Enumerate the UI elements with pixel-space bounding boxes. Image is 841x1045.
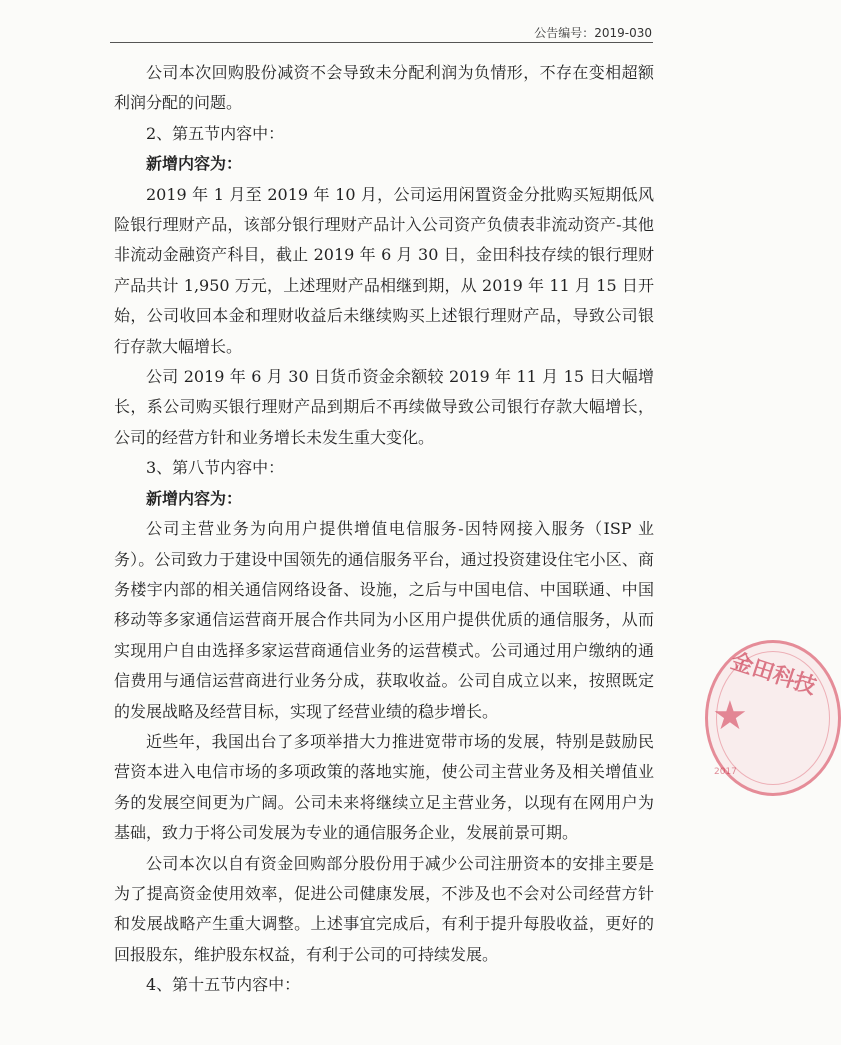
header-rule: [110, 42, 653, 43]
section-heading-3: 3、第八节内容中：: [146, 458, 285, 478]
new-content-label-2: 新增内容为：: [146, 488, 243, 508]
document-number: 公告编号：2019-030: [534, 26, 652, 40]
paragraph-1: 公司本次回购股份减资不会导致未分配利润为负情形，不存在变相超额利润分配的问题。: [114, 63, 654, 113]
paragraph-5: 近些年，我国出台了多项举措大力推进宽带市场的发展，特别是鼓励民营资本进入电信市场的多项政策的落地实施，使公司主营业务及相关增值业务的发展空间更为广阔。公司未来将继续立足主营业务，以现有在网用户为基础，致力于将公司发展为专业的通信服务企业，发展前景可期。: [114, 731, 654, 843]
seal-date: 2017: [714, 767, 737, 777]
paragraph-4: 公司主营业务为向用户提供增值电信服务-因特网接入服务（ISP 业务）。公司致力于建设中国领先的通信服务平台，通过投资建设住宅小区、商务楼宇内部的相关通信网络设备、设施，之后与中国电信、中国联通、中国移动等多家通信运营商开展合作共同为小区用户提供优质的通信服务，从而实现用户自由选择多家运营商通信业务的运营模式。公司通过用户缴纳的通信费用与通信运营商进行业务分成，获取收益。公司自成立以来，按照既定的发展战略及经营目标，实现了经营业绩的稳步增长。: [114, 519, 654, 721]
section-heading-4: 4、第十五节内容中：: [146, 975, 301, 995]
paragraph-3: 公司 2019 年 6 月 30 日货币资金余额较 2019 年 11 月 15 日大幅增长，系公司购买银行理财产品到期后不再续做导致公司银行存款大幅增长，公司的经营方针和业务增长未发生重大变化。: [114, 367, 654, 447]
paragraph-6: 公司本次以自有资金回购部分股份用于减少公司注册资本的安排主要是为了提高资金使用效率，促进公司健康发展，不涉及也不会对公司经营方针和发展战略产生重大调整。上述事宜完成后，有利于提升每股收益，更好的回报股东，维护股东权益，有利于公司的可持续发展。: [114, 853, 654, 964]
seal-text: 金田科技: [727, 647, 820, 700]
new-content-label-1: 新增内容为：: [146, 154, 243, 174]
section-heading-2: 2、第五节内容中：: [146, 123, 285, 143]
paragraph-2: 2019 年 1 月至 2019 年 10 月，公司运用闲置资金分批购买短期低风险银行理财产品，该部分银行理财产品计入公司资产负债表非流动资产-其他非流动金融资产科目，截止 2019 年 6 月 30 日，金田科技存续的银行理财产品共计 1,950 万元，上述理财产品相继到期，从 2019 年 11 月 15 日开始，公司收回本金和理财收益后未继续购买上述银行理财产品，导致公司银行存款大幅增长。: [114, 184, 654, 356]
document-body: [114, 58, 654, 1001]
company-seal: [705, 640, 841, 796]
seal-star-icon: ★: [712, 693, 748, 739]
